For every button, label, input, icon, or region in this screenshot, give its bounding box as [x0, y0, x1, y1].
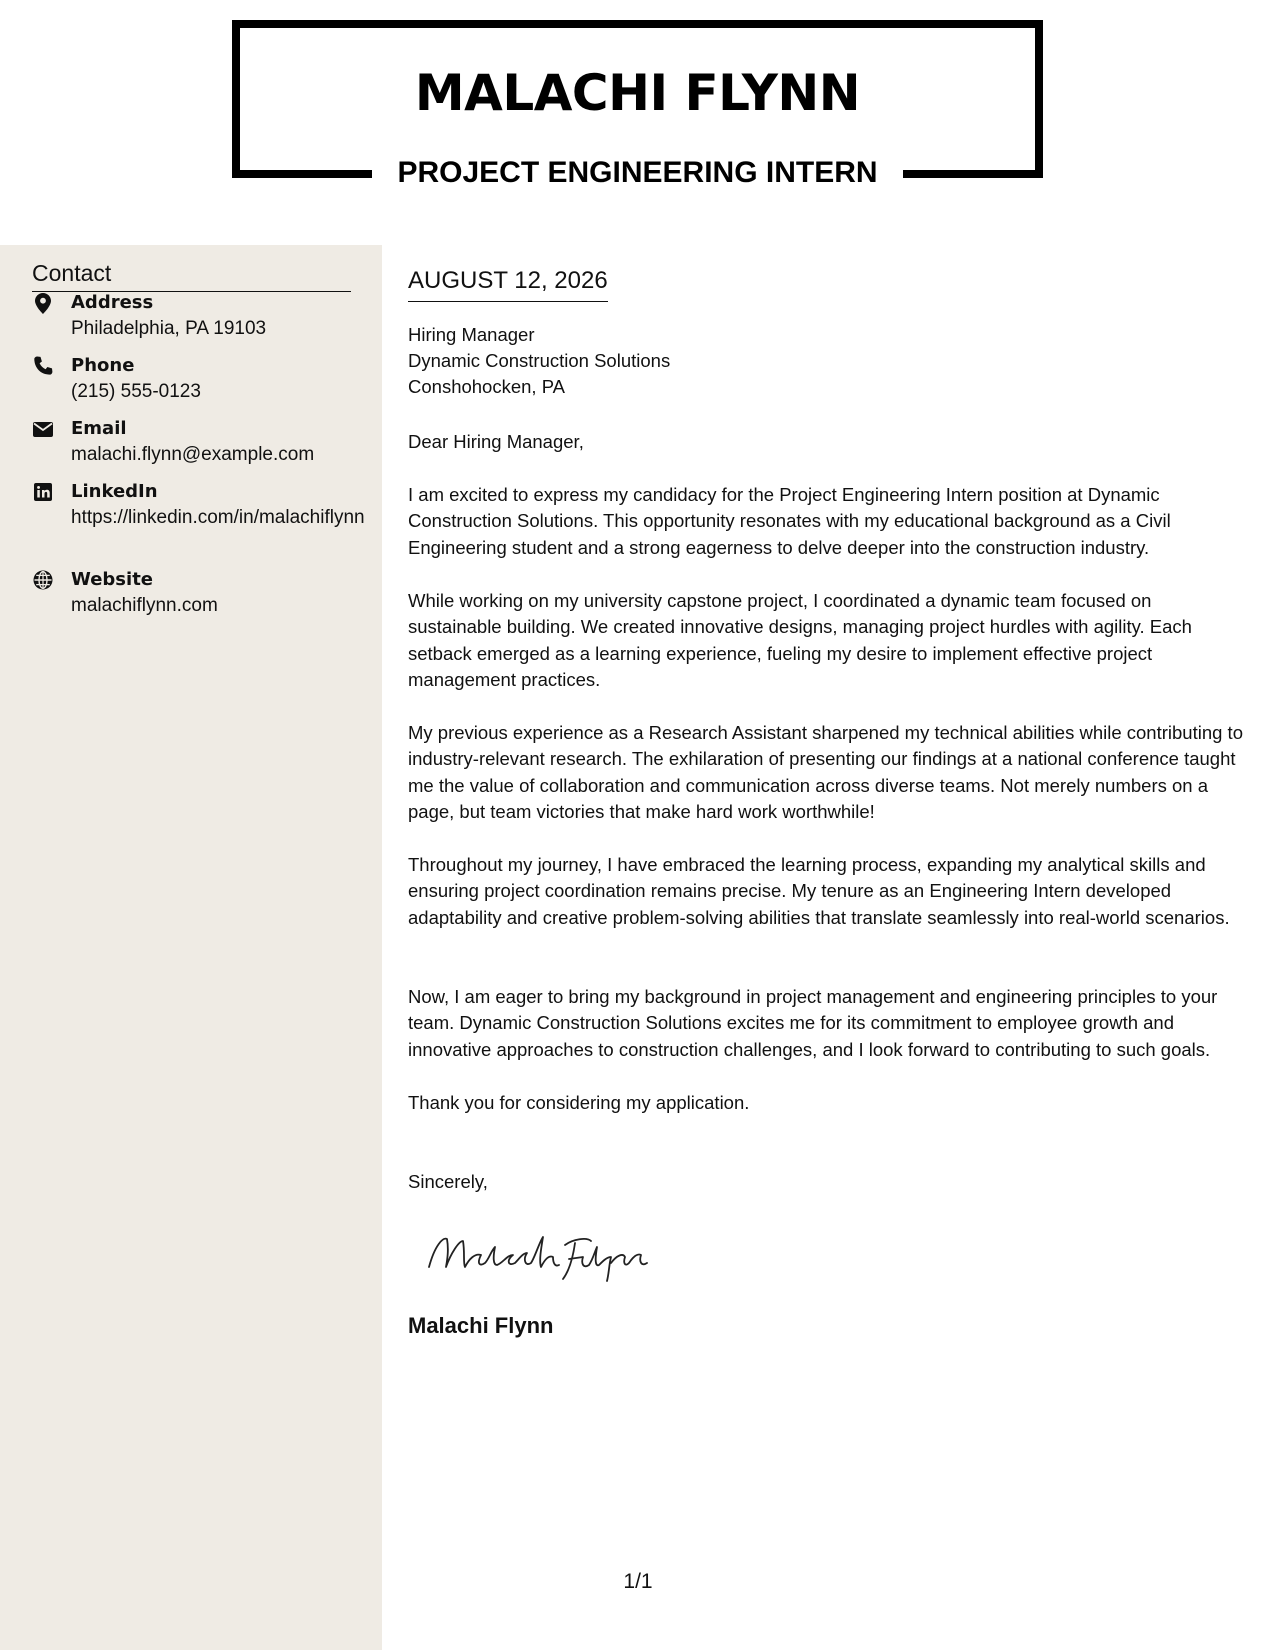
contact-value-website[interactable]: malachiflynn.com	[71, 595, 218, 616]
body-paragraph: Throughout my journey, I have embraced the learning process, expanding my analytical skills and ensuring project coordination remains precise. My tenure as an Engineering Intern developed adaptability and creative problem-solving abilities that translate seamlessly into real-world scenarios.	[408, 854, 1230, 928]
contact-sidebar	[0, 245, 382, 1650]
contact-value-email[interactable]: malachi.flynn@example.com	[71, 444, 315, 465]
contact-label-linkedin: LinkedIn	[71, 481, 158, 502]
phone-icon	[32, 355, 54, 377]
contact-label-website: Website	[71, 569, 154, 590]
letter-date: AUGUST 12, 2026	[408, 265, 608, 302]
contact-value-linkedin[interactable]: https://linkedin.com/in/malachiflynn	[71, 507, 365, 528]
handwritten-signature	[423, 1223, 663, 1283]
body-paragraph: Now, I am eager to bring my background in project management and engineering principles to your team. Dynamic Construction Solutions excites me for its commitment to employee growth and innovative approaches to construction challenges, and I look forward to contributing to such goals.	[408, 986, 1218, 1060]
job-title: PROJECT ENGINEERING INTERN	[397, 156, 878, 189]
header-frame-bottom-right	[903, 170, 1043, 178]
envelope-icon	[32, 418, 54, 440]
recipient-block	[408, 322, 1248, 400]
contact-label-address: Address	[71, 292, 154, 313]
recipient-company: Dynamic Construction Solutions	[408, 350, 671, 371]
applicant-name: MALACHI FLYNN	[414, 64, 861, 122]
globe-icon	[32, 569, 54, 591]
location-pin-icon	[32, 292, 54, 314]
body-paragraph: I am excited to express my candidacy for the Project Engineering Intern position at Dynamic Construction Solutions. This opportunity resonates with my educational background as a Civil Engineering student and a strong eagerness to delve deeper into the construction industry.	[408, 484, 1171, 558]
recipient-title: Hiring Manager	[408, 324, 535, 345]
recipient-location: Conshohocken, PA	[408, 376, 566, 397]
contact-value-address: Philadelphia, PA 19103	[71, 318, 267, 339]
contact-value-phone: (215) 555-0123	[71, 381, 201, 402]
body-paragraph: My previous experience as a Research Assistant sharpened my technical abilities while contributing to industry-relevant research. The exhilaration of presenting our findings at a national conference taught me the value of collaboration and communication across diverse teams. Not merely numbers on a page, but team victories that make hard work worthwhile!	[408, 722, 1243, 822]
header-frame-bottom-left	[232, 170, 372, 178]
signer-name: Malachi Flynn	[408, 1313, 554, 1338]
header-frame-top	[232, 20, 1043, 28]
linkedin-icon	[32, 481, 54, 503]
closing: Sincerely,	[408, 1171, 488, 1192]
body-paragraph: While working on my university capstone project, I coordinated a dynamic team focused on sustainable building. We created innovative designs, managing project hurdles with agility. Each setback emerged as a learning experience, fueling my desire to implement effective project management practices.	[408, 590, 1192, 690]
header	[0, 0, 1275, 245]
body-paragraph: Thank you for considering my application.	[408, 1092, 750, 1113]
contact-label-phone: Phone	[71, 355, 135, 376]
contact-heading: Contact	[32, 258, 351, 292]
page-number: 1/1	[623, 1570, 653, 1593]
contact-label-email: Email	[71, 418, 127, 439]
salutation: Dear Hiring Manager,	[408, 431, 584, 452]
